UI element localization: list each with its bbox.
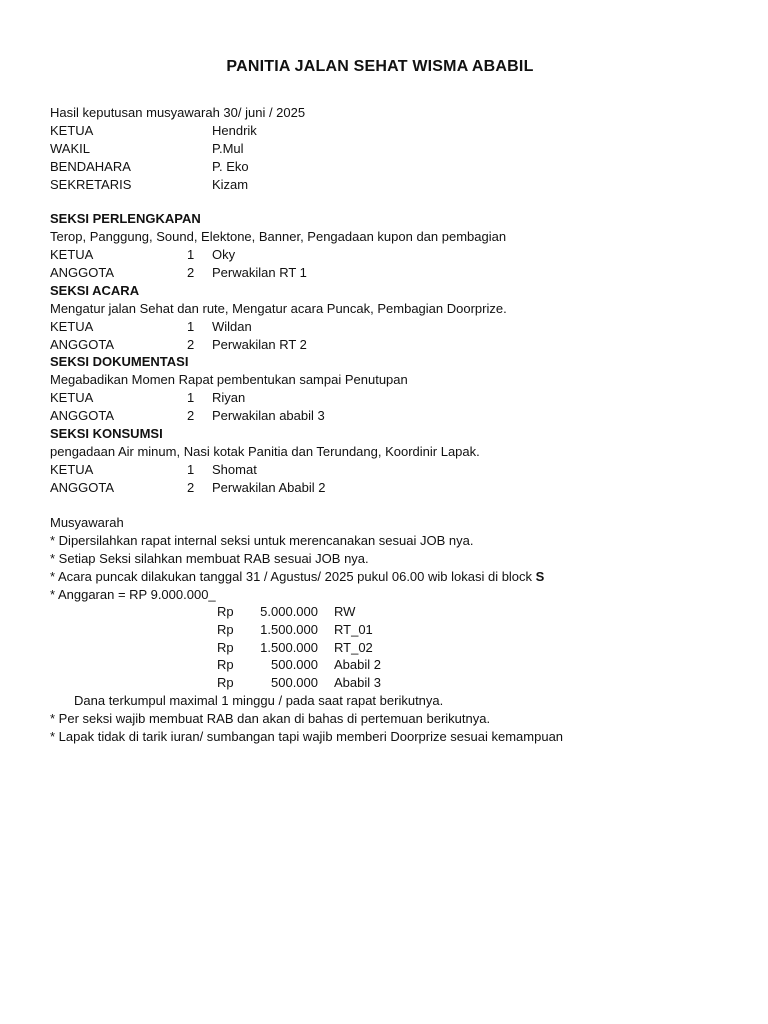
officer-row (50, 176, 249, 194)
contribution-source: Ababil 2 (334, 657, 381, 672)
officer-name: P.Mul (212, 141, 244, 156)
section-member-row (50, 336, 307, 354)
section-member-row (50, 389, 246, 407)
member-count: 1 (187, 462, 195, 477)
officer-role: BENDAHARA (50, 159, 131, 174)
section-description: pengadaan Air minum, Nasi kotak Panitia dan Terundang, Koordinir Lapak. (50, 444, 480, 459)
member-name: Perwakilan RT 2 (212, 337, 307, 352)
section-member-row (50, 479, 326, 497)
member-name: Perwakilan RT 1 (212, 265, 307, 280)
document-title: PANITIA JALAN SEHAT WISMA ABABIL (226, 58, 534, 75)
contribution-amount: 500.000 (271, 675, 318, 690)
officer-name: Kizam (212, 177, 249, 192)
officer-name: Hendrik (212, 123, 257, 138)
section-member-row (50, 264, 307, 282)
musyawarah-point: * Dipersilahkan rapat internal seksi untuk merencanakan sesuai JOB nya. (50, 533, 474, 548)
officer-role: SEKRETARIS (50, 177, 132, 192)
deadline-note: Dana terkumpul maximal 1 minggu / pada saat rapat berikutnya. (74, 693, 444, 708)
member-name: Riyan (212, 390, 246, 405)
currency-label: Rp (217, 657, 234, 672)
musyawarah-point (50, 568, 544, 586)
officer-row (50, 158, 249, 176)
section-heading: SEKSI PERLENGKAPAN (50, 211, 201, 226)
section-member-row (50, 461, 257, 479)
member-count: 2 (187, 337, 195, 352)
contribution-source: Ababil 3 (334, 675, 381, 690)
block-letter: S (535, 569, 545, 584)
member-count: 2 (187, 265, 195, 280)
musyawarah-point: * Per seksi wajib membuat RAB dan akan di bahas di pertemuan berikutnya. (50, 711, 491, 726)
officer-row (50, 140, 244, 158)
contribution-amount: 5.000.000 (260, 604, 318, 619)
decision-line: Hasil keputusan musyawarah 30/ juni / 2025 (50, 105, 306, 120)
member-role: KETUA (50, 319, 94, 334)
contribution-amount: 500.000 (271, 657, 318, 672)
member-name: Perwakilan ababil 3 (212, 408, 325, 423)
member-role: ANGGOTA (50, 480, 115, 495)
section-heading: SEKSI DOKUMENTASI (50, 354, 189, 369)
member-role: ANGGOTA (50, 265, 115, 280)
member-name: Wildan (212, 319, 252, 334)
member-name: Oky (212, 247, 236, 262)
musyawarah-heading: Musyawarah (50, 515, 124, 530)
contribution-source: RT_02 (334, 640, 373, 655)
member-role: ANGGOTA (50, 408, 115, 423)
member-role: KETUA (50, 462, 94, 477)
officer-name: P. Eko (212, 159, 249, 174)
section-member-row (50, 407, 325, 425)
musyawarah-point: * Setiap Seksi silahkan membuat RAB sesuai JOB nya. (50, 551, 369, 566)
officer-row (50, 122, 257, 140)
member-role: KETUA (50, 390, 94, 405)
budget-line: * Anggaran = RP 9.000.000_ (50, 587, 216, 602)
musyawarah-point: * Lapak tidak di tarik iuran/ sumbangan tapi wajib memberi Doorprize sesuai kemampuan (50, 729, 564, 744)
section-description: Terop, Panggung, Sound, Elektone, Banner, Pengadaan kupon dan pembagian (50, 229, 507, 244)
member-count: 2 (187, 408, 195, 423)
member-name: Perwakilan Ababil 2 (212, 480, 326, 495)
member-role: KETUA (50, 247, 94, 262)
currency-label: Rp (217, 640, 234, 655)
contribution-amount: 1.500.000 (260, 640, 318, 655)
member-count: 1 (187, 319, 195, 334)
section-heading: SEKSI ACARA (50, 283, 140, 298)
member-count: 1 (187, 390, 195, 405)
contribution-source: RW (334, 604, 356, 619)
officer-role: KETUA (50, 123, 94, 138)
section-description: Megabadikan Momen Rapat pembentukan sampai Penutupan (50, 372, 408, 387)
member-count: 1 (187, 247, 195, 262)
point-text: * Acara puncak dilakukan tanggal 31 / Agustus/ 2025 pukul 06.00 wib lokasi di block (50, 569, 536, 584)
contribution-amount: 1.500.000 (260, 622, 318, 637)
section-description: Mengatur jalan Sehat dan rute, Mengatur acara Puncak, Pembagian Doorprize. (50, 301, 507, 316)
currency-label: Rp (217, 622, 234, 637)
contribution-source: RT_01 (334, 622, 373, 637)
officer-role: WAKIL (50, 141, 90, 156)
section-member-row (50, 318, 252, 336)
section-member-row (50, 246, 236, 264)
currency-label: Rp (217, 604, 234, 619)
section-heading: SEKSI KONSUMSI (50, 426, 163, 441)
member-count: 2 (187, 480, 195, 495)
member-role: ANGGOTA (50, 337, 115, 352)
currency-label: Rp (217, 675, 234, 690)
member-name: Shomat (212, 462, 257, 477)
